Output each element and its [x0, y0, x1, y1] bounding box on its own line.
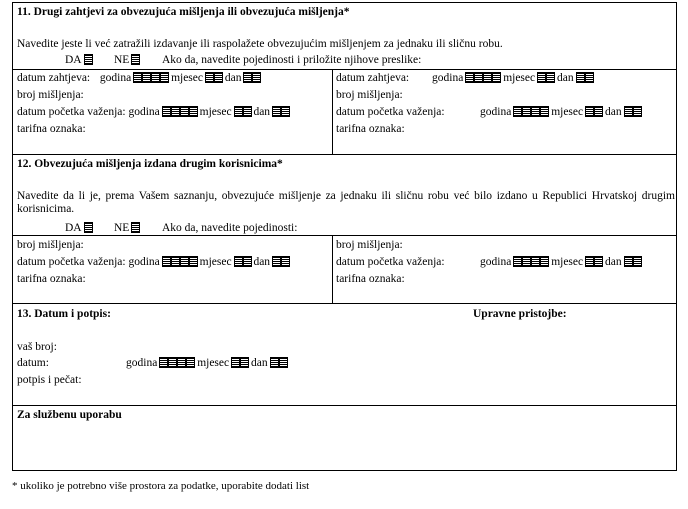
godina-label: godina: [432, 72, 464, 84]
day-digit-box[interactable]: [273, 257, 280, 266]
year-digit-box[interactable]: [475, 73, 482, 82]
footnote: * ukoliko je potrebno više prostora za podatke, uporabite dodati list: [12, 480, 310, 492]
mjesec-label: mjesec: [551, 106, 584, 118]
day-digit-box[interactable]: [586, 73, 593, 82]
month-digit-box[interactable]: [206, 73, 213, 82]
day-digit-box[interactable]: [577, 73, 584, 82]
s12-details-label: Ako da, navedite pojedinosti:: [162, 222, 298, 234]
frame-top: [12, 2, 676, 3]
section-11-question: Navedite jeste li već zatražili izdavanje ili raspolažete obvezujućim mišljenjem za jednaku ili sličnu robu.: [17, 38, 503, 50]
mjesec-label: mjesec: [171, 72, 203, 84]
s11-ne-option[interactable]: [114, 54, 139, 67]
year-digit-box[interactable]: [532, 107, 539, 116]
year-digit-box[interactable]: [169, 358, 176, 367]
dan-label: dan: [253, 106, 271, 118]
year-digit-box[interactable]: [190, 257, 197, 266]
section-13-title: 13. Datum i potpis:: [17, 308, 111, 320]
section-divider-13: [12, 303, 676, 304]
year-digit-box[interactable]: [152, 73, 159, 82]
month-digit-box[interactable]: [595, 107, 602, 116]
month-digit-box[interactable]: [235, 257, 242, 266]
dan-label: dan: [251, 357, 268, 369]
godina-label: godina: [126, 357, 158, 369]
day-digit-box[interactable]: [634, 107, 641, 116]
ne-checkbox[interactable]: [132, 223, 139, 232]
s13-datum-date: [126, 357, 287, 370]
official-use-title: Za službenu uporabu: [17, 409, 122, 421]
upravne-pristojbe-title: Upravne pristojbe:: [473, 308, 567, 320]
section-divider-14: [12, 405, 676, 406]
section-11-title: 11. Drugi zahtjevi za obvezujuća mišljenja ili obvezujuća mišljenja*: [17, 6, 350, 18]
mjesec-label: mjesec: [197, 357, 230, 369]
year-digit-box[interactable]: [143, 73, 150, 82]
year-digit-box[interactable]: [161, 73, 168, 82]
dan-label: dan: [557, 72, 574, 84]
day-digit-box[interactable]: [625, 107, 632, 116]
day-digit-box[interactable]: [282, 107, 289, 116]
ne-label: NE: [114, 222, 130, 234]
datum-zahtjeva-label: datum zahtjeva:: [17, 72, 91, 84]
year-digit-box[interactable]: [187, 358, 194, 367]
year-digit-box[interactable]: [541, 257, 548, 266]
s11-left-datum-pocetka: [17, 106, 289, 119]
s11-right-datum-pocetka: datum početka važenja:: [336, 106, 445, 118]
s12-right-datum-pocetka-date: [480, 256, 641, 269]
frame-left: [12, 2, 13, 470]
s12-left-datum-pocetka: [17, 256, 289, 269]
s11-right-datum-zahtjeva: datum zahtjeva:: [336, 72, 410, 84]
year-digit-box[interactable]: [523, 257, 530, 266]
year-digit-box[interactable]: [163, 107, 170, 116]
dan-label: dan: [605, 106, 622, 118]
godina-label: godina: [480, 106, 512, 118]
s12-subtable-top: [12, 235, 676, 236]
year-digit-box[interactable]: [541, 107, 548, 116]
year-digit-box[interactable]: [134, 73, 141, 82]
s12-right-broj-misljenja: broj mišljenja:: [336, 239, 403, 251]
s11-da-option[interactable]: [65, 54, 92, 67]
year-digit-box[interactable]: [190, 107, 197, 116]
s11-left-broj-misljenja: broj mišljenja:: [17, 89, 84, 101]
month-digit-box[interactable]: [232, 358, 239, 367]
month-digit-box[interactable]: [586, 257, 593, 266]
dan-label: dan: [605, 256, 622, 268]
year-digit-box[interactable]: [172, 257, 179, 266]
datum-pocetka-label: datum početka važenja:: [17, 106, 126, 118]
year-digit-box[interactable]: [160, 358, 167, 367]
da-label: DA: [65, 54, 82, 66]
year-digit-box[interactable]: [178, 358, 185, 367]
ne-label: NE: [114, 54, 130, 66]
godina-label: godina: [128, 106, 160, 118]
s12-right-tarifna: tarifna oznaka:: [336, 273, 405, 285]
dan-label: dan: [224, 72, 242, 84]
year-digit-box[interactable]: [163, 257, 170, 266]
day-digit-box[interactable]: [271, 358, 278, 367]
month-digit-box[interactable]: [215, 73, 222, 82]
s11-subtable-top: [12, 69, 676, 70]
year-digit-box[interactable]: [181, 257, 188, 266]
section-12-question: Navedite da li je, prema Vašem saznanju, obvezujuće mišljenje za jednaku ili sličnu robu već bilo izdano u Republici Hrvatskoj drugim korisnicima.: [17, 190, 675, 215]
godina-label: godina: [99, 72, 132, 84]
s11-left-tarifna: tarifna oznaka:: [17, 123, 86, 135]
year-digit-box[interactable]: [514, 107, 521, 116]
year-digit-box[interactable]: [172, 107, 179, 116]
month-digit-box[interactable]: [547, 73, 554, 82]
year-digit-box[interactable]: [484, 73, 491, 82]
s11-right-broj-misljenja: broj mišljenja:: [336, 89, 403, 101]
mjesec-label: mjesec: [551, 256, 584, 268]
s12-left-tarifna: tarifna oznaka:: [17, 273, 86, 285]
potpis-pecat-label: potpis i pečat:: [17, 374, 82, 386]
godina-label: godina: [480, 256, 512, 268]
day-digit-box[interactable]: [280, 358, 287, 367]
s11-right-datum-pocetka-date: [480, 106, 641, 119]
month-digit-box[interactable]: [538, 73, 545, 82]
mjesec-label: mjesec: [199, 106, 232, 118]
section-divider-12: [12, 154, 676, 155]
da-checkbox[interactable]: [85, 55, 92, 64]
vas-broj-label: vaš broj:: [17, 341, 57, 353]
month-digit-box[interactable]: [235, 107, 242, 116]
mjesec-label: mjesec: [199, 256, 232, 268]
s11-details-label: Ako da, navedite pojedinosti i priložite njihove preslike:: [162, 54, 422, 66]
s12-right-datum-pocetka: datum početka važenja:: [336, 256, 445, 268]
month-digit-box[interactable]: [586, 107, 593, 116]
godina-label: godina: [128, 256, 160, 268]
day-digit-box[interactable]: [244, 73, 251, 82]
day-digit-box[interactable]: [634, 257, 641, 266]
da-checkbox[interactable]: [85, 223, 92, 232]
year-digit-box[interactable]: [466, 73, 473, 82]
day-digit-box[interactable]: [282, 257, 289, 266]
year-digit-box[interactable]: [523, 107, 530, 116]
mjesec-label: mjesec: [503, 72, 536, 84]
s12-left-broj-misljenja: broj mišljenja:: [17, 239, 84, 251]
s12-da-option[interactable]: [65, 222, 92, 235]
s12-column-divider: [332, 235, 333, 303]
year-digit-box[interactable]: [181, 107, 188, 116]
datum-pocetka-label: datum početka važenja:: [17, 256, 126, 268]
year-digit-box[interactable]: [493, 73, 500, 82]
day-digit-box[interactable]: [625, 257, 632, 266]
ne-checkbox[interactable]: [132, 55, 139, 64]
s11-left-datum-zahtjeva: [17, 72, 260, 85]
frame-right: [676, 2, 677, 470]
s12-ne-option[interactable]: [114, 222, 139, 235]
month-digit-box[interactable]: [595, 257, 602, 266]
s11-right-tarifna: tarifna oznaka:: [336, 123, 405, 135]
day-digit-box[interactable]: [273, 107, 280, 116]
dan-label: dan: [253, 256, 271, 268]
month-digit-box[interactable]: [241, 358, 248, 367]
year-digit-box[interactable]: [532, 257, 539, 266]
month-digit-box[interactable]: [244, 257, 251, 266]
s11-column-divider: [332, 69, 333, 154]
day-digit-box[interactable]: [253, 73, 260, 82]
year-digit-box[interactable]: [514, 257, 521, 266]
month-digit-box[interactable]: [244, 107, 251, 116]
s11-right-datum-zahtjeva-date: [432, 72, 593, 85]
frame-bottom: [12, 470, 677, 471]
section-12-title: 12. Obvezujuća mišljenja izdana drugim korisnicima*: [17, 158, 283, 170]
s13-datum-label: datum:: [17, 357, 49, 369]
da-label: DA: [65, 222, 82, 234]
